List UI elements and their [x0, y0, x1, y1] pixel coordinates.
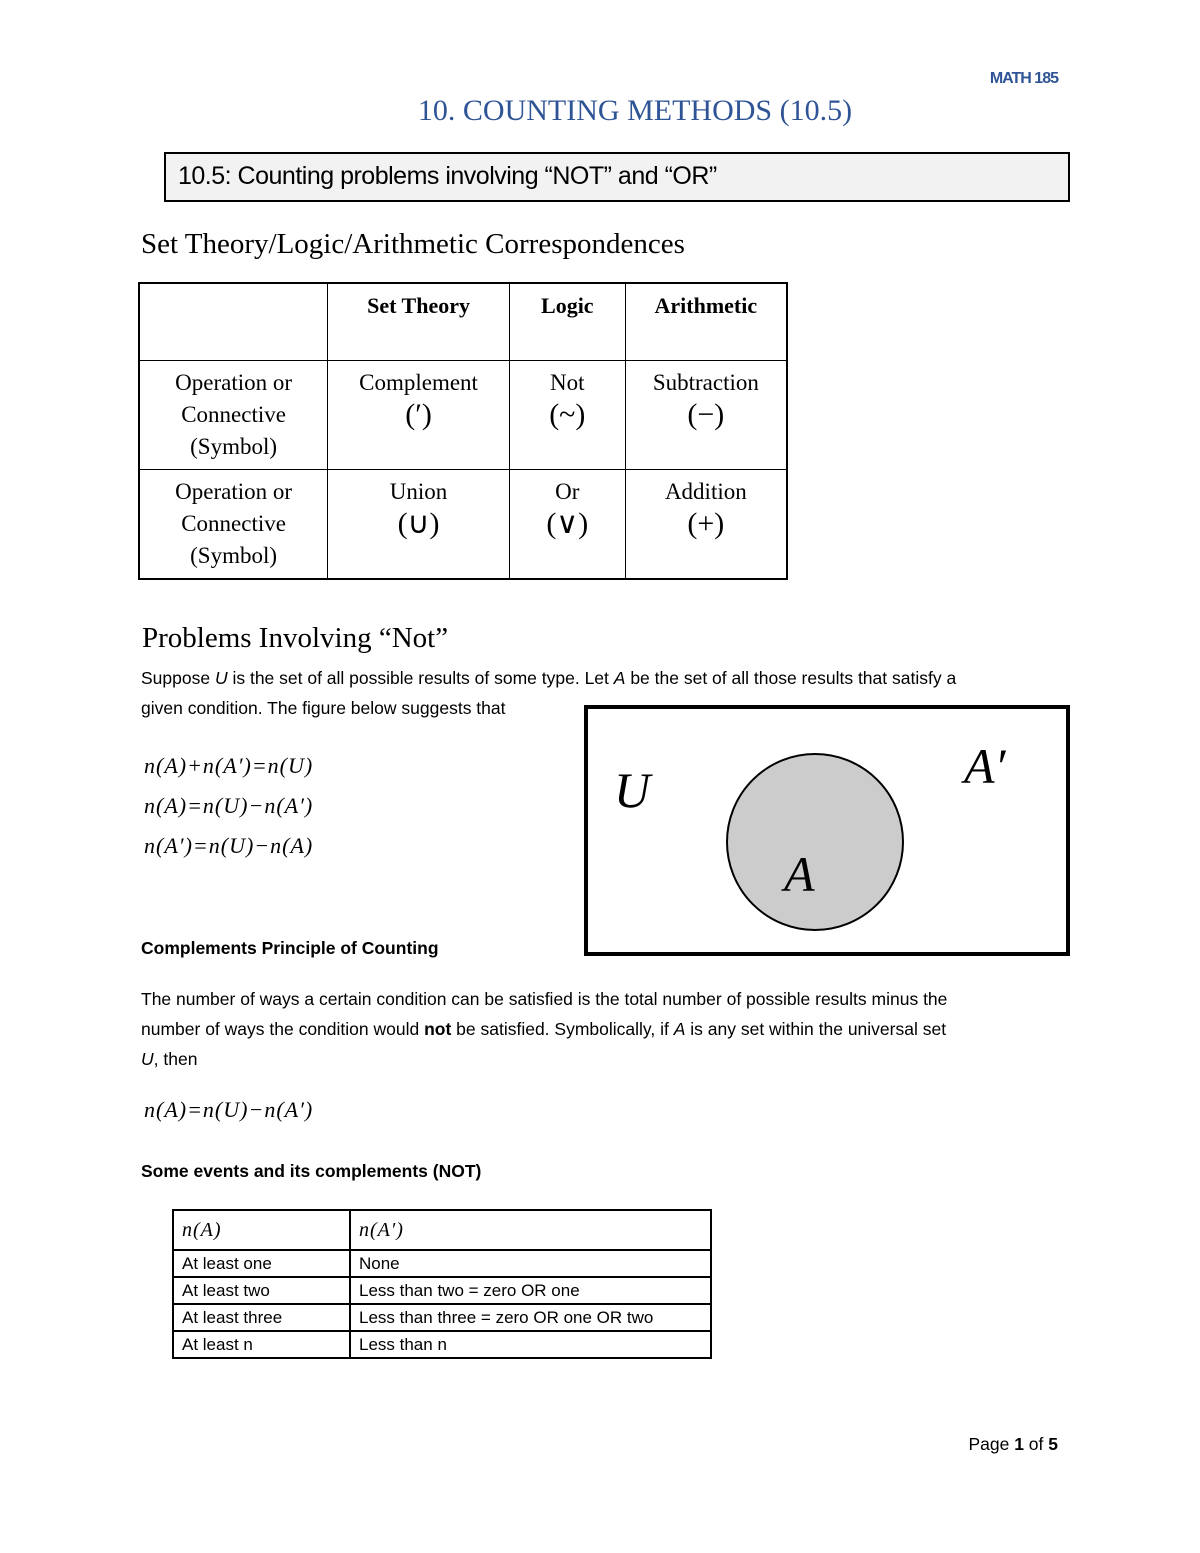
cell-text: Subtraction: [652, 369, 759, 395]
text: Suppose: [141, 668, 215, 688]
table-row: [139, 360, 787, 469]
not-heading: Problems Involving “Not”: [142, 622, 449, 654]
row-label: Operation or: [175, 478, 293, 504]
table-row: [139, 469, 787, 579]
principle-heading: Complements Principle of Counting: [141, 938, 439, 958]
section-box: [164, 152, 1070, 202]
cell-symbol: (∨): [546, 506, 589, 540]
text: is the set of all possible results of some type. Let: [227, 668, 614, 688]
cell-symbol: (′): [405, 397, 432, 431]
text: , then: [153, 1049, 198, 1069]
text: Page: [968, 1434, 1015, 1454]
text: given condition. The figure below suggests that: [141, 698, 506, 718]
text: The number of ways a certain condition can be satisfied is the total number of possible results minus the: [141, 989, 948, 1009]
row-label: Connective: [181, 510, 286, 536]
cell-text: Not: [550, 369, 585, 395]
row-label: (Symbol): [190, 433, 278, 459]
table-row: [173, 1304, 711, 1331]
text: not: [424, 1019, 452, 1039]
principle-paragraph: [141, 984, 947, 1074]
universe-label: U: [614, 762, 651, 818]
cell-text: Addition: [664, 478, 747, 504]
equations: [144, 746, 313, 866]
text: U: [214, 668, 228, 688]
cell-symbol: (~): [549, 397, 586, 431]
header-set-theory: Set Theory: [328, 283, 510, 360]
section-title: 10.5: Counting problems involving “NOT” and “OR”: [178, 162, 717, 190]
venn-diagram: [584, 705, 1070, 956]
cell-text: Complement: [359, 369, 478, 395]
set-label: A: [784, 846, 815, 902]
text: A: [673, 1019, 686, 1039]
row-label: (Symbol): [190, 542, 278, 568]
event-cell: At least two: [173, 1277, 350, 1304]
text: be satisfied. Symbolically, if: [451, 1019, 674, 1039]
event-cell: At least one: [173, 1250, 350, 1277]
cell-symbol: (+): [687, 506, 725, 540]
header-logic: Logic: [509, 283, 625, 360]
event-cell: At least three: [173, 1304, 350, 1331]
cell-symbol: (∪): [397, 506, 440, 540]
complement-cell: Less than two = zero OR one: [350, 1277, 711, 1304]
header-arithmetic: Arithmetic: [625, 283, 787, 360]
text: number of ways the condition would: [141, 1019, 425, 1039]
equation: n(A)+n(A′)=n(U): [144, 753, 314, 778]
header-n-a-complement: n(A′): [350, 1210, 711, 1250]
principle-equation: n(A)=n(U)−n(A′): [144, 1097, 314, 1122]
events-heading: Some events and its complements (NOT): [141, 1161, 482, 1181]
header-n-a: n(A): [173, 1210, 350, 1250]
set-a-circle: [726, 753, 904, 931]
text: of: [1023, 1434, 1049, 1454]
complement-cell: None: [350, 1250, 711, 1277]
event-cell: At least n: [173, 1331, 350, 1358]
text: 5: [1048, 1434, 1058, 1454]
text: A: [613, 668, 626, 688]
text: 1: [1014, 1434, 1024, 1454]
text: be the set of all those results that satisfy a: [625, 668, 957, 688]
correspondences-heading: Set Theory/Logic/Arithmetic Correspondences: [141, 228, 685, 260]
page-title: 10. COUNTING METHODS (10.5): [417, 94, 853, 127]
cell-symbol: (−): [687, 397, 725, 431]
equation: n(A′)=n(U)−n(A): [144, 833, 314, 858]
correspondence-table: [138, 282, 788, 580]
row-label: Connective: [181, 401, 286, 427]
text: U: [141, 1049, 154, 1069]
cell-text: Or: [555, 478, 580, 504]
cell-text: Union: [389, 478, 448, 504]
table-row: [173, 1250, 711, 1277]
complement-cell: Less than n: [350, 1331, 711, 1358]
equation: n(A)=n(U)−n(A′): [144, 793, 314, 818]
table-row: [173, 1331, 711, 1358]
course-code: MATH 185: [989, 70, 1058, 87]
complement-cell: Less than three = zero OR one OR two: [350, 1304, 711, 1331]
complement-label: A′: [964, 738, 1006, 794]
page-number: [968, 1434, 1058, 1455]
text: is any set within the universal set: [685, 1019, 947, 1039]
header-cell: [139, 283, 328, 360]
row-label: Operation or: [175, 369, 293, 395]
events-table: [172, 1209, 712, 1359]
table-row: [173, 1277, 711, 1304]
